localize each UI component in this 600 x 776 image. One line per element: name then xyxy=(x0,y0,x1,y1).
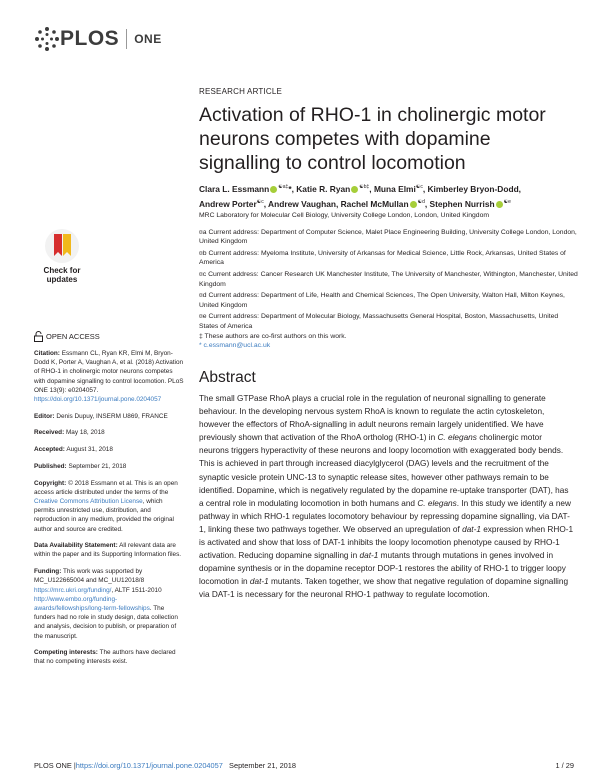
funding-link[interactable]: http://www.embo.org/funding-awards/fellowships/long-term-fellowships xyxy=(34,595,150,612)
published-date: Published: September 21, 2018 xyxy=(34,462,127,470)
footer-journal: PLOS ONE | xyxy=(34,761,76,770)
bookmark-icon xyxy=(30,228,94,268)
open-lock-icon xyxy=(34,331,43,342)
author-name[interactable]: Andrew Porter xyxy=(199,198,257,209)
corresponding-email[interactable]: * c.essmann@ucl.ac.uk xyxy=(199,342,271,350)
abstract-body: The small GTPase RhoA plays a crucial role in the regulation of neuronal signalling to generate behaviour. In the developing nervous system RhoA is known to regulate the actin cytoskeleton, however the effectors of RhoA-signalling in adult neurons remain largely unidentified. We have previously shown that activation of the RhoA ortholog (RHO-1) in C. elegans cholinergic motor neurons triggers hyperactivity of these neurons and loopy locomotion with exaggerated body bends. This is achieved in part through increased diacylglycerol (DAG) levels and the recruitment of the synaptic vesicle protein UNC-13 to synaptic release sites, however other pathways remain to be identified. Dopamine, which is negatively regulated by the dopamine re-uptake transporter (DAT), has a central role in modulating locomotion in both humans and C. elegans. In this study we identify a new pathway in which RHO-1 regulates locomotory behaviour by repressing dopamine signalling, via DAT-1, linking these two pathways together. We observed an upregulation of dat-1 expression when RHO-1 is activated and show that loss of DAT-1 inhibits the loopy locomotion phenotype caused by RHO-1 activation. Reducing dopamine signalling in dat-1 mutants through mutations in genes involved in dopamine synthesis or in the dopamine receptor DOP-1 restores the ability of RHO-1 to trigger loopy locomotion in dat-1 mutants. Taken together, we show that negative regulation of dopamine signalling via DAT-1 is necessary for the neuronal RHO-1 pathway to regulate locomotion. xyxy=(199,394,574,600)
editor: Editor: Denis Dupuy, INSERM U869, FRANCE xyxy=(34,412,168,420)
accepted-date: Accepted: August 31, 2018 xyxy=(34,446,113,454)
updates-line-2: updates xyxy=(46,275,78,284)
logo-divider xyxy=(126,29,127,49)
received-date: Received: May 18, 2018 xyxy=(34,429,105,437)
current-address: ¤e Current address: Department of Molecular Biology, Massachusetts General Hospital, Boston, Massachusetts, United States of America xyxy=(199,313,559,330)
author-note: ☯c xyxy=(415,184,423,190)
current-address: ¤b Current address: Myeloma Institute, University of Arkansas for Medical Science, Little Rock, Arkansas, United States of America xyxy=(199,249,566,267)
article-title: Activation of RHO-1 in cholinergic motor neurons competes with dopamine signalling to control locomotion xyxy=(199,104,546,174)
license-link[interactable]: Creative Commons Attribution License xyxy=(34,497,143,505)
check-for-updates-label xyxy=(30,266,94,284)
abstract-heading: Abstract xyxy=(199,369,256,386)
page-number: 1 / 29 xyxy=(555,761,574,770)
competing-interests: Competing interests: The authors have declared that no competing interests exist. xyxy=(34,649,176,666)
author-note: ☯c xyxy=(256,198,264,205)
author-list xyxy=(199,181,579,211)
author-note: ☯e xyxy=(503,198,511,205)
citation-doi-link[interactable]: https://doi.org/10.1371/journal.pone.0204057 xyxy=(34,396,162,404)
current-address: ¤a Current address: Department of Computer Science, Malet Place Engineering Building, University College London, London, United Kingdom xyxy=(199,228,577,246)
article-metadata xyxy=(34,349,184,674)
affiliations xyxy=(199,211,579,351)
page-footer xyxy=(34,761,574,770)
lab-affiliation: MRC Laboratory for Molecular Cell Biology, University College London, London, United Kingdom xyxy=(199,212,490,219)
author-name[interactable]: , Kimberley Bryon-Dodd, xyxy=(422,183,522,194)
orcid-icon[interactable] xyxy=(496,201,503,208)
funding: Funding: This work was supported by MC_U122665004 and MC_UU12018/8 https://mrc.ukri.org/funding/, ALTF 1511-2010 http://www.embo.org/funding-awards/fellowships/long-term-fellowships. The funders had no role in study design, data collection and analysis, decision to publish, or preparation of the manuscript. xyxy=(34,568,178,640)
equal-contribution-note: ‡ These authors are co-first authors on this work. xyxy=(199,332,347,340)
data-availability: Data Availability Statement: All relevant data are within the paper and its Supporting Information files. xyxy=(34,542,182,559)
current-address: ¤d Current address: Department of Life, Health and Chemical Sciences, The Open University, Walton Hall, Milton Keynes, United Kingdom xyxy=(199,292,565,309)
funding-link[interactable]: https://mrc.ukri.org/funding/ xyxy=(34,586,112,594)
journal-name: ONE xyxy=(134,32,162,46)
current-address: ¤c Current address: Cancer Research UK Manchester Institute, The University of Manchester, Withington, Manchester, United Kingdom xyxy=(199,270,578,288)
author-name[interactable]: , Andrew Vaughan, Rachel McMullan xyxy=(263,198,409,209)
author-note: ☯b‡ xyxy=(359,184,370,190)
plos-logo xyxy=(34,24,162,54)
plos-emblem-icon xyxy=(34,26,60,52)
logo-text: PLOS xyxy=(60,27,120,50)
citation: Citation: Essmann CL, Ryan KR, Elmi M, Bryon-Dodd K, Porter A, Vaughan A, et al. (2018) Activation of RHO-1 in cholinergic motor neurons competes with dopamine signalling to control locomotion. PLoS ONE 13(9): e0204057. https://doi.org/10.1371/journal.pone.0204057 xyxy=(34,350,184,404)
open-access-badge xyxy=(34,331,100,342)
footer-doi-link[interactable]: https://doi.org/10.1371/journal.pone.0204057 xyxy=(75,761,223,770)
author-note: ☯d xyxy=(417,198,425,205)
open-access-label: OPEN ACCESS xyxy=(46,332,100,341)
copyright: Copyright: © 2018 Essmann et al. This is an open access article distributed under the terms of the Creative Commons Attribution License, which permits unrestricted use, distribution, and reproduction in any medium, provided the original author and source are credited. xyxy=(34,479,178,533)
author-name[interactable]: *, Katie R. Ryan xyxy=(288,183,351,194)
orcid-icon[interactable] xyxy=(410,201,417,208)
updates-line-1: Check for xyxy=(43,266,81,275)
article-type: RESEARCH ARTICLE xyxy=(199,87,283,96)
orcid-icon[interactable] xyxy=(351,186,358,193)
orcid-icon[interactable] xyxy=(270,186,277,193)
author-name[interactable]: , Stephen Nurrish xyxy=(424,198,495,209)
author-name[interactable]: Clara L. Essmann xyxy=(199,183,270,194)
author-name[interactable]: , Muna Elmi xyxy=(369,183,416,194)
footer-date: September 21, 2018 xyxy=(222,761,297,770)
author-note: ☯a‡ xyxy=(278,184,289,190)
